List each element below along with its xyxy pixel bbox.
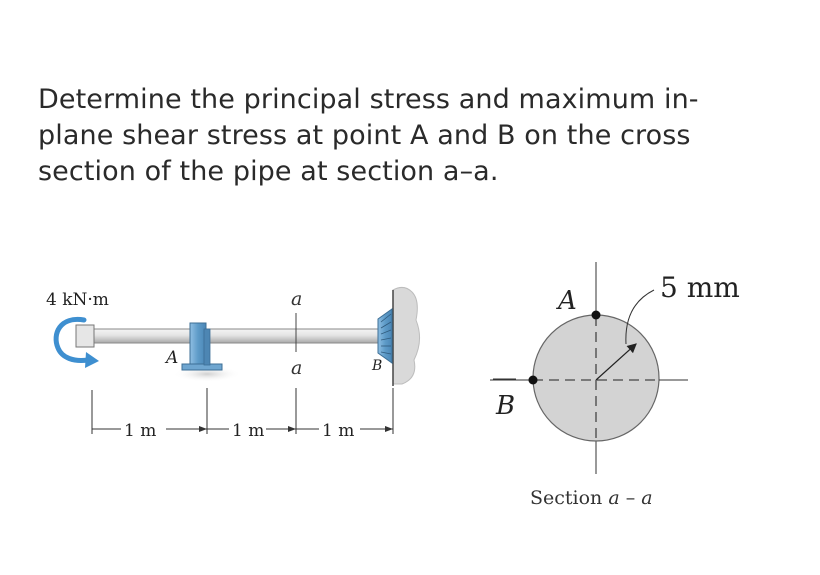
moment-label: 4 kN·m [46, 290, 109, 310]
cross-section-figure [490, 262, 740, 509]
section-caption [530, 487, 653, 509]
section-caption-prefix: Section [530, 487, 609, 509]
section-caption-var1: a [608, 487, 620, 509]
point-b-label: B [496, 391, 516, 421]
point-a-label: A [558, 286, 577, 316]
dim-label-2: 1 m [232, 421, 265, 441]
shaft-figure [46, 287, 420, 441]
support-label-b: B [372, 358, 383, 374]
pipe-end-cap [76, 325, 94, 347]
point-a-marker [592, 311, 601, 320]
radius-label: 5 mm [660, 271, 740, 304]
problem-line-2: plane shear stress at point A and B on the cross [38, 120, 691, 151]
dim-label-1: 1 m [124, 421, 157, 441]
section-mark-top: a [291, 288, 303, 310]
pipe-shaft [92, 329, 382, 343]
wall-support [393, 287, 420, 384]
section-caption-var2: a [641, 487, 653, 509]
section-mark-bottom: a [291, 357, 303, 379]
support-label-a: A [166, 348, 179, 368]
dim-label-3: 1 m [322, 421, 355, 441]
problem-line-3: section of the pipe at section a–a. [38, 156, 499, 187]
wall-flange [378, 309, 392, 363]
section-caption-dash: – [619, 487, 642, 509]
point-b-marker [529, 376, 538, 385]
problem-line-1: Determine the principal stress and maximum in- [38, 84, 699, 115]
